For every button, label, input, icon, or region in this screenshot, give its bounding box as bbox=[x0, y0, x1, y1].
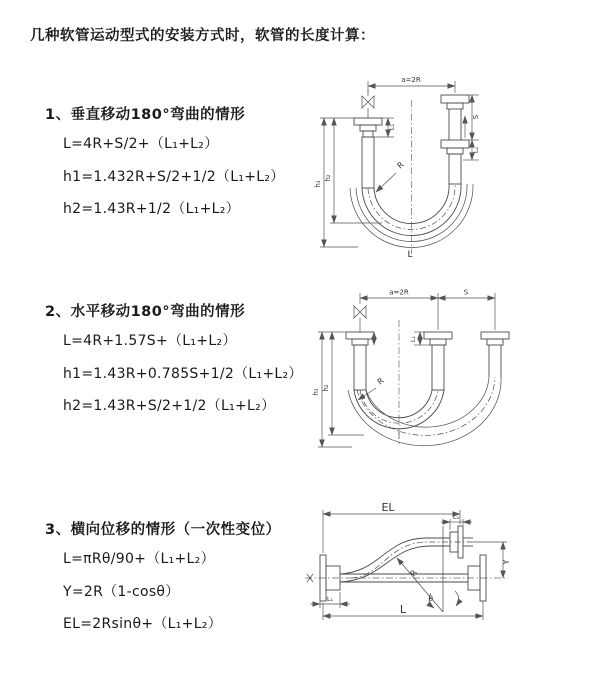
formula-L: L=4R+1.57S+（L₁+L₂） bbox=[63, 333, 237, 349]
formula-h1: h1=1.432R+S/2+1/2（L₁+L₂） bbox=[63, 168, 285, 185]
h1-label: h₁ bbox=[312, 388, 320, 396]
dimension-s-l2 bbox=[463, 95, 480, 160]
dimension-y bbox=[473, 542, 511, 578]
middle-pipe-fitting bbox=[424, 332, 452, 390]
formula-h2: h2=1.43R+S/2+1/2（L₁+L₂） bbox=[63, 398, 276, 414]
dimension-l1 bbox=[374, 118, 396, 137]
section-vertical-movement bbox=[45, 103, 285, 226]
radius-label: R bbox=[395, 160, 406, 171]
h2-label: h₂ bbox=[324, 174, 332, 182]
theta-label: θ bbox=[428, 595, 433, 603]
span-label: a=2R bbox=[389, 288, 409, 297]
formula-L: L=πRθ/90+（L₁+L₂） bbox=[63, 551, 215, 567]
diagram-horizontal-bend bbox=[308, 282, 590, 470]
section-heading: 1、垂直移动180°弯曲的情形 bbox=[45, 107, 246, 123]
braid-section bbox=[449, 154, 461, 184]
braid-section bbox=[354, 345, 366, 390]
diagram-vertical-bend bbox=[310, 66, 592, 262]
formula-h2: h2=1.43R+1/2（L₁+L₂） bbox=[63, 201, 240, 217]
y-label: Y bbox=[502, 559, 511, 565]
l2-label: L₂ bbox=[452, 513, 460, 521]
formula-h1: h1=1.43R+0.785S+1/2（L₁+L₂） bbox=[63, 365, 303, 382]
length-label: L bbox=[399, 603, 407, 616]
section-lateral-displacement bbox=[45, 518, 281, 641]
formula-L: L=4R+S/2+（L₁+L₂） bbox=[63, 136, 219, 152]
l1-label: L₁ bbox=[409, 335, 417, 343]
left-pipe-fitting bbox=[354, 118, 382, 188]
right-pipe-fitting bbox=[441, 95, 469, 184]
dimension-span-s bbox=[360, 289, 495, 331]
radius-leader bbox=[358, 376, 386, 400]
section-heading: 3、横向位移的情形（一次性变位） bbox=[45, 522, 281, 538]
dimension-el bbox=[323, 501, 460, 553]
radius-label: R bbox=[375, 376, 386, 387]
section-heading: 2、水平移动180°弯曲的情形 bbox=[45, 304, 246, 320]
section-horizontal-movement bbox=[45, 300, 303, 423]
dimension-span bbox=[368, 76, 455, 93]
dimension-l2 bbox=[441, 513, 472, 530]
radius-leader bbox=[376, 160, 406, 192]
hose-u-bend-position2 bbox=[348, 377, 501, 446]
formula-Y: Y=2R（1-cosθ） bbox=[63, 583, 180, 600]
formula-EL: EL=2Rsinθ+（L₁+L₂） bbox=[63, 616, 223, 632]
h1-label: h₁ bbox=[314, 180, 322, 188]
moved-pipe-fitting bbox=[481, 332, 509, 377]
l1-label: L₁ bbox=[326, 595, 334, 603]
braid-section bbox=[362, 137, 374, 188]
dimension-l1 bbox=[310, 592, 350, 608]
angle-construction bbox=[397, 526, 459, 612]
s-label: S bbox=[463, 288, 469, 297]
span-label: a=2R bbox=[401, 76, 421, 84]
formula-list bbox=[45, 325, 303, 423]
left-pipe-fitting bbox=[346, 332, 374, 390]
radius-label: R bbox=[408, 568, 420, 579]
l1-label: L₁ bbox=[388, 123, 396, 131]
formula-list bbox=[45, 128, 285, 226]
el-label: EL bbox=[381, 501, 395, 514]
length-label: L bbox=[407, 250, 413, 260]
h2-label: h₂ bbox=[322, 384, 330, 392]
braid-section bbox=[432, 345, 444, 390]
page-title: 几种软管运动型式的安装方式时，软管的长度计算： bbox=[30, 28, 375, 44]
dimension-fittings bbox=[374, 332, 430, 345]
l2-label: L₂ bbox=[472, 146, 480, 154]
formula-list bbox=[45, 543, 281, 641]
s-label: S bbox=[472, 114, 480, 120]
dimension-heights bbox=[312, 332, 364, 447]
diagram-lateral-displacement bbox=[300, 500, 600, 660]
valve-icon bbox=[362, 90, 374, 118]
valve-icon bbox=[354, 306, 366, 332]
